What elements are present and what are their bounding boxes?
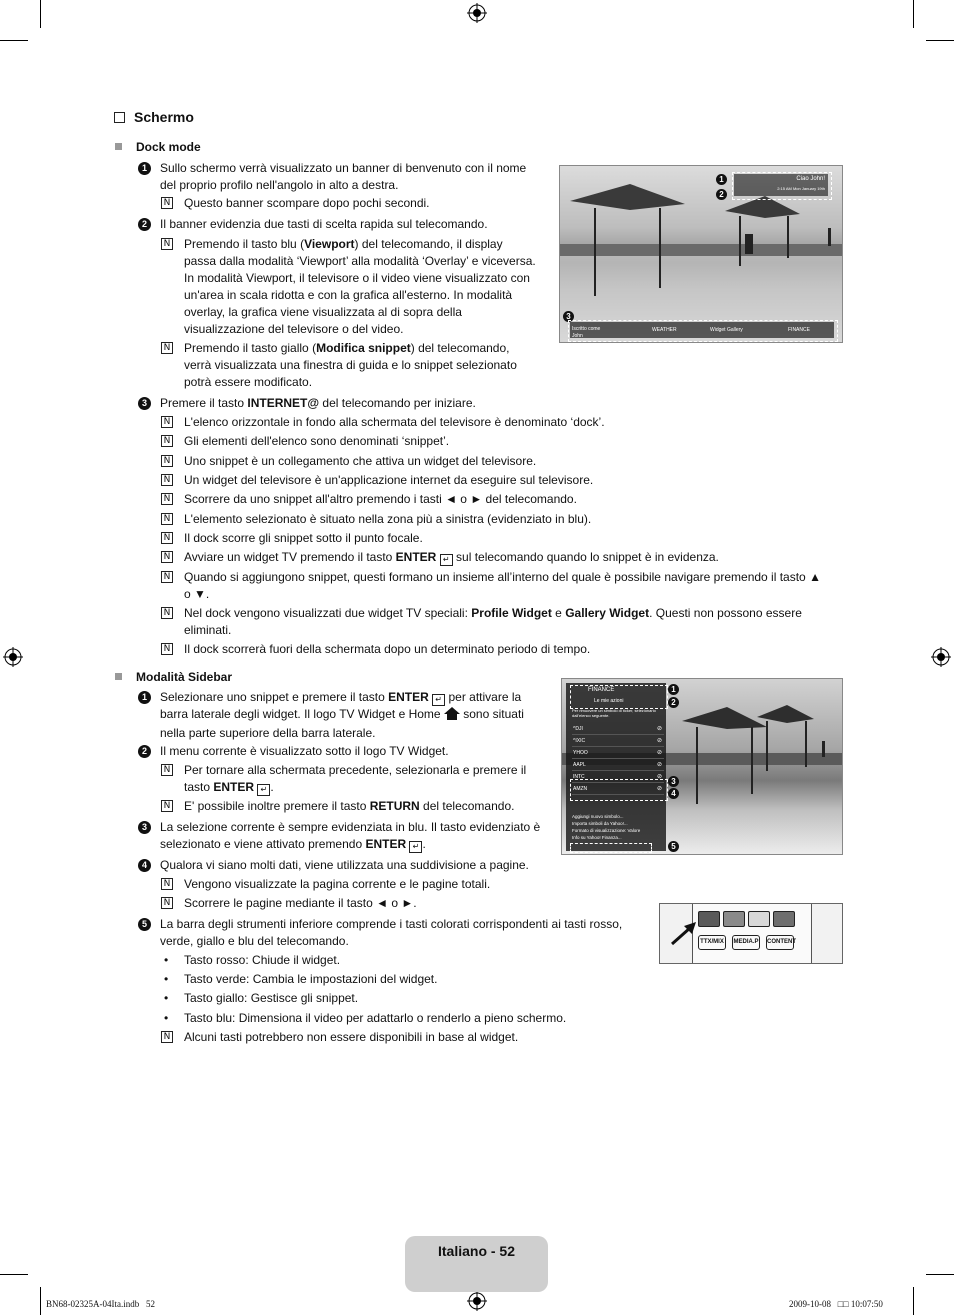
remote-button-blue [773,911,795,927]
text-span: ) del telecomando, verrà visualizzata una finestra di guida e lo snippet selezionato potrà essere modificato. [184,341,517,389]
step-2-icon: 2 [138,745,151,758]
subheading-dock-mode: Dock mode [136,140,201,154]
bullet-dot: • [164,972,169,986]
section-title: Schermo [134,109,194,125]
note-icon: N [161,571,173,583]
sidebar-hint: Per rimuovere un simbolo di ticker, selezionarlo dall'elenco seguente. [572,708,656,718]
bold-span: Gallery Widget [565,606,650,620]
crop-mark [0,1274,28,1275]
crop-mark [40,0,41,28]
action-item[interactable]: Importa simboli da Yahoo!... [572,821,628,826]
text-span: Selezionare uno snippet e premere il tasto [160,690,389,704]
dock-note-8 [184,549,719,566]
dock-mode-screenshot [559,165,843,343]
bold-span: Profile Widget [471,606,552,620]
step-5-icon: 5 [138,918,151,931]
remote-control-image [659,903,843,964]
sidebar-header-highlight [570,685,668,709]
remove-icon[interactable]: ⊘ [656,786,662,792]
callout-3-icon: 3 [668,776,679,787]
bold-span: Modifica snippet [316,341,411,355]
callout-1-icon: 1 [668,684,679,695]
sidebar-step-1 [160,689,542,742]
text-span: sono situati nella parte superiore della barra laterale. [160,707,524,740]
callout-4-icon: 4 [668,788,679,799]
note-icon: N [161,897,173,909]
text-span: ) del telecomando, il display passa dalla modalità ‘Viewport’ alla modalità ‘Overlay’ e viceversa. In modalità Viewport, il televisore o il video viene visualizzato con un'area in scala ridotta e con la grafica all'esterno. In modalità overlay, la grafica viene visualizzata al di sopra della visualizzazione del televisore o del video. [184,237,536,336]
dock-note-6: L'elemento selezionato è situato nella zona più a sinistra (evidenziato in blu). [184,512,592,526]
text-span: del telecomando. [419,799,515,813]
registration-mark-icon [3,647,23,667]
bold-span: ENTER [395,550,437,564]
dock-step-1-note: Questo banner scompare dopo pochi secondi. [184,196,430,210]
remove-icon[interactable]: ⊘ [656,774,662,780]
crop-mark [0,40,28,41]
crop-mark [926,1274,954,1275]
remove-icon[interactable]: ⊘ [656,738,662,744]
button-blue-desc: Tasto blu: Dimensiona il video per adattarlo o renderlo a pieno schermo. [184,1011,567,1025]
note-icon: N [161,493,173,505]
sidebar-step-4: Qualora vi siano molti dati, viene utilizzata una suddivisione a pagine. [160,858,529,872]
bullet-square-icon [115,143,122,150]
note-icon: N [161,416,173,428]
sidebar-mode-screenshot [561,678,843,855]
ticker-symbol: ^DJI [573,726,583,732]
text-span: per attivare la barra laterale degli widget. Il logo TV Widget e Home [160,690,522,721]
ticker-symbol: ^IXIC [573,738,586,744]
print-file-info: BN68-02325A-04Ita.indb 52 [46,1299,155,1309]
datetime-text: 2:15 AM Mon January 19th [777,186,825,191]
ticker-symbol: INTC [573,774,585,780]
final-note: Alcuni tasti potrebbero non essere disponibili in base al widget. [184,1030,519,1044]
button-green-desc: Tasto verde: Cambia le impostazioni del widget. [184,972,438,986]
remove-icon[interactable]: ⊘ [656,726,662,732]
remote-button-content: CONTENT [766,935,794,950]
action-item[interactable]: Info su Yahoo! Finanza... [572,835,622,840]
sidebar-step-4-note-1: Vengono visualizzate la pagina corrente e le pagine totali. [184,877,491,891]
ticker-row[interactable] [572,749,664,759]
button-yellow-desc: Tasto giallo: Gestisce gli snippet. [184,991,359,1005]
print-timestamp: 2009-10-08 □□ 10:07:50 [789,1299,883,1309]
step-4-icon: 4 [138,859,151,872]
note-icon: N [161,878,173,890]
bold-span: Viewport [304,237,355,251]
dock-step-2-note-2 [184,340,534,391]
callout-5-icon: 5 [668,841,679,852]
text-span: E' possibile inoltre premere il tasto [184,799,370,813]
callout-1-icon: 1 [716,174,727,185]
enter-icon: ↵ [409,841,422,853]
action-item[interactable]: Aggiungi nuovo simbolo... [572,814,624,819]
bullet-dot: • [164,1011,169,1025]
sidebar-toolbar-highlight [570,843,652,853]
note-icon: N [161,643,173,655]
bullet-square-icon [115,673,122,680]
step-1-icon: 1 [138,162,151,175]
sidebar-menu[interactable]: Le mie azioni [594,698,624,704]
registration-mark-icon [467,1291,487,1311]
callout-2-icon: 2 [716,189,727,200]
text-span: Per tornare alla schermata precedente, selezionarla e premere il tasto [184,763,527,794]
bullet-dot: • [164,991,169,1005]
sidebar-step-5: La barra degli strumenti inferiore comprende i tasti colorati corrispondenti ai tasti rosso, verde, giallo e blu del telecomando. [160,917,623,948]
dock-note-4: Un widget del televisore è un'applicazione internet da eseguire sul televisore. [184,473,594,487]
text-span: Nel dock vengono visualizzati due widget TV speciali: [184,606,472,620]
registration-mark-icon [931,647,951,667]
text-span: sul telecomando quando lo snippet è in evidenza. [452,550,719,564]
dock-note-5: Scorrere da uno snippet all'altro premendo i tasti ◄ o ► del telecomando. [184,492,577,506]
dock-step-2-note-1 [184,236,536,338]
note-icon: N [161,455,173,467]
crop-mark [913,1287,914,1315]
pointer-arrow-icon [668,920,696,948]
home-icon [444,707,460,725]
text-span: Avviare un widget TV premendo il tasto [184,550,396,564]
crop-mark [926,40,954,41]
enter-icon: ↵ [432,694,445,706]
dock-step-3 [160,395,476,411]
bold-span: ENTER [365,837,407,851]
crop-mark [40,1287,41,1315]
greeting-text: Ciao John! [796,176,825,182]
note-icon: N [161,474,173,486]
crop-mark [913,0,914,28]
remote-button-yellow [748,911,770,927]
note-icon: N [161,607,173,619]
note-icon: N [161,238,173,250]
step-1-icon: 1 [138,691,151,704]
note-icon: N [161,513,173,525]
dock-note-2: Gli elementi dell'elenco sono denominati ‘snippet’. [184,434,450,448]
enter-icon: ↵ [257,784,270,796]
text-span: La selezione corrente è sempre evidenziata in blu. Il tasto evidenziato è selezionato e viene attivato premendo [160,820,541,851]
checkbox-icon [114,112,125,123]
sidebar-step-4-note-2: Scorrere le pagine mediante il tasto ◄ o ►. [184,896,417,910]
dock-note-11: Il dock scorrerà fuori della schermata dopo un determinato periodo di tempo. [184,642,591,656]
ticker-symbol: AAPL [573,762,586,768]
bullet-dot: • [164,953,169,967]
remote-button-ttx: TTX/MIX [698,935,726,950]
callout-3-icon: 3 [563,311,574,322]
step-3-icon: 3 [138,397,151,410]
note-icon: N [161,532,173,544]
remote-button-green [723,911,745,927]
remove-icon[interactable]: ⊘ [656,750,662,756]
ticker-row[interactable] [572,737,664,747]
dock-note-9: Quando si aggiungono snippet, questi formano un insieme all’interno del quale è possibile navigare premendo il tasto ▲ o ▼. [184,570,821,601]
text-span: Premere il tasto [160,396,248,410]
note-icon: N [161,197,173,209]
button-red-desc: Tasto rosso: Chiude il widget. [184,953,341,967]
remote-button-media: MEDIA.P [732,935,760,950]
note-icon: N [161,800,173,812]
dock-bar [570,322,834,338]
sidebar-step-2-note-2 [184,798,514,814]
sidebar-step-2: Il menu corrente è visualizzato sotto il logo TV Widget. [160,744,449,758]
note-icon: N [161,342,173,354]
text-span: e [551,606,566,620]
note-icon: N [161,551,173,563]
bold-span: RETURN [369,799,420,813]
snippet-weather[interactable]: WEATHER [652,327,677,333]
page-label: Italiano - 52 [437,1243,516,1259]
sidebar-paging-highlight [570,779,668,801]
ticker-row[interactable] [572,761,664,771]
ticker-row[interactable] [572,725,664,735]
sidebar-step-2-note-1: Per tornare alla schermata precedente, selezionarla e premere il tasto ENTER ↵ . [184,763,527,794]
remove-icon[interactable]: ⊘ [656,762,662,768]
dock-note-10 [184,605,824,639]
ticker-symbol: YHOO [573,750,588,756]
welcome-banner [734,174,828,196]
bold-span: ENTER [213,780,255,794]
text-span: Premendo il tasto blu ( [184,237,305,251]
registration-mark-icon [467,3,487,23]
remote-button-red [698,911,720,927]
snippet-gallery[interactable]: Widget Gallery [710,327,743,333]
snippet-profile[interactable]: Iscritto come John [572,326,601,339]
text-span: Premendo il tasto giallo ( [184,341,317,355]
snippet-finance[interactable]: FINANCE [788,327,810,333]
dock-step-2: Il banner evidenzia due tasti di scelta rapida sul telecomando. [160,217,488,231]
sidebar-step-3: La selezione corrente è sempre evidenziata in blu. Il tasto evidenziato è selezionato e viene attivato premendo ENTER ↵ . [160,820,541,851]
enter-icon: ↵ [440,554,453,566]
step-3-icon: 3 [138,821,151,834]
step-2-icon: 2 [138,218,151,231]
callout-2-icon: 2 [668,697,679,708]
bold-span: ENTER [388,690,429,704]
subheading-sidebar: Modalità Sidebar [136,670,233,684]
note-icon: N [161,764,173,776]
dock-note-7: Il dock scorre gli snippet sotto il punto focale. [184,531,423,545]
sidebar-title: FINANCE [588,687,615,693]
dock-note-3: Uno snippet è un collegamento che attiva un widget del televisore. [184,454,537,468]
ticker-symbol: AMZN [573,786,588,792]
text-span: . Questi non possono essere eliminati. [184,606,802,637]
action-list [572,813,664,841]
text-span: del telecomando per iniziare. [319,396,476,410]
dock-step-1: Sullo schermo verrà visualizzato un banner di benvenuto con il nome del proprio profilo nell'angolo in alto a destra. [160,161,527,192]
dock-note-1: L'elenco orizzontale in fondo alla schermata del televisore è denominato ‘dock’. [184,415,605,429]
bold-span: INTERNET@ [247,396,320,410]
action-item[interactable]: Formato di visualizzazione: Valore [572,828,641,833]
note-icon: N [161,1031,173,1043]
note-icon: N [161,435,173,447]
